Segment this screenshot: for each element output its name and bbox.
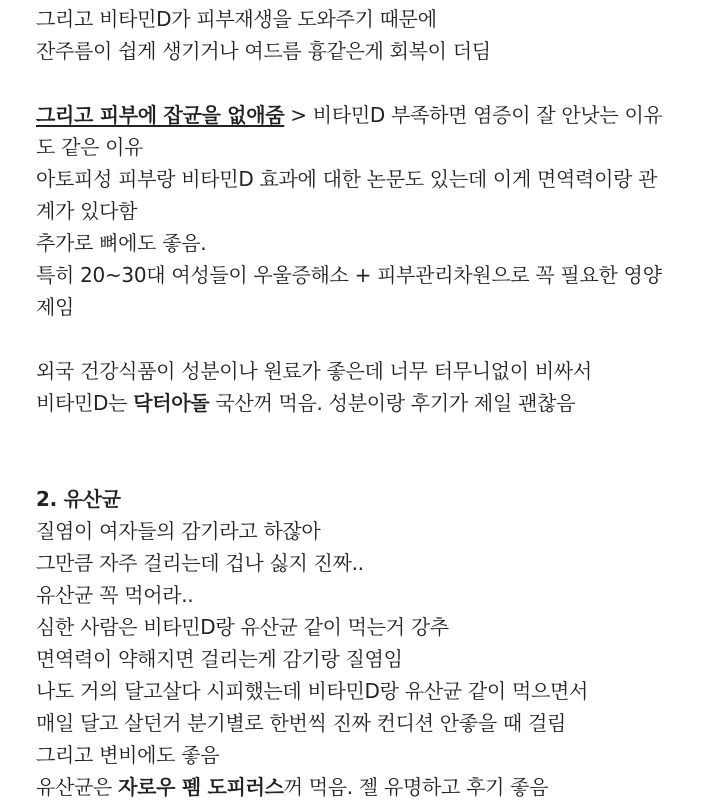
text-line: 그리고 변비에도 좋음 <box>36 743 220 767</box>
text-line: 제임 <box>36 295 75 319</box>
document-body <box>36 3 686 803</box>
section-heading: 2. 유산균 <box>36 487 121 511</box>
text-line: 그리고 비타민D가 피부재생을 도와주기 때문에 <box>36 7 437 31</box>
text-line: 그만큼 자주 걸리는데 겁나 싫지 진짜.. <box>36 551 364 575</box>
brand-name: 닥터아돌 <box>133 391 210 415</box>
text-span: 꺼 먹음. 젤 유명하고 후기 좋음 <box>283 775 549 799</box>
text-span: > 비타민D 부족하면 염증이 잘 안낫는 이유 <box>284 103 663 127</box>
text-line: 매일 달고 살던거 분기별로 한번씩 진짜 컨디션 안좋을 때 걸림 <box>36 711 567 735</box>
emphasized-text: 그리고 피부에 잡균을 없애줌 <box>36 103 285 127</box>
probiotics-brand-line <box>36 771 686 803</box>
text-line: 심한 사람은 비타민D랑 유산균 같이 먹는거 강추 <box>36 615 449 639</box>
blank-line <box>36 323 686 355</box>
text-line: 질염이 여자들의 감기라고 하잖아 <box>36 519 321 543</box>
text-line: 추가로 뼈에도 좋음. <box>36 231 207 255</box>
text-line: 면역력이 약해지면 걸리는게 감기랑 질염임 <box>36 647 403 671</box>
text-line: 특히 20~30대 여성들이 우울증해소 + 피부관리차원으로 꼭 필요한 영양 <box>36 263 662 287</box>
text-line: 계가 있다함 <box>36 199 138 223</box>
text-line: 잔주름이 쉽게 생기거나 여드름 흉같은게 회복이 더딤 <box>36 39 491 63</box>
text-line: 도 같은 이유 <box>36 135 144 159</box>
vitd-brand-line <box>36 387 686 419</box>
germ-line <box>36 99 686 131</box>
text-line: 외국 건강식품이 성분이나 원료가 좋은데 너무 터무니없이 비싸서 <box>36 359 592 383</box>
blank-line <box>36 67 686 99</box>
text-line: 아토피성 피부랑 비타민D 효과에 대한 논문도 있는데 이게 면역력이랑 관 <box>36 167 658 191</box>
text-line: 유산균 꼭 먹어라.. <box>36 583 194 607</box>
text-span: 유산균은 <box>36 775 119 799</box>
text-line: 나도 거의 달고살다 시피했는데 비타민D랑 유산균 같이 먹으면서 <box>36 679 589 703</box>
brand-name: 자로우 펨 도피러스 <box>118 775 284 799</box>
text-span: 국산꺼 먹음. 성분이랑 후기가 제일 괜찮음 <box>209 391 576 415</box>
blank-line <box>36 419 686 483</box>
text-span: 비타민D는 <box>36 391 134 415</box>
